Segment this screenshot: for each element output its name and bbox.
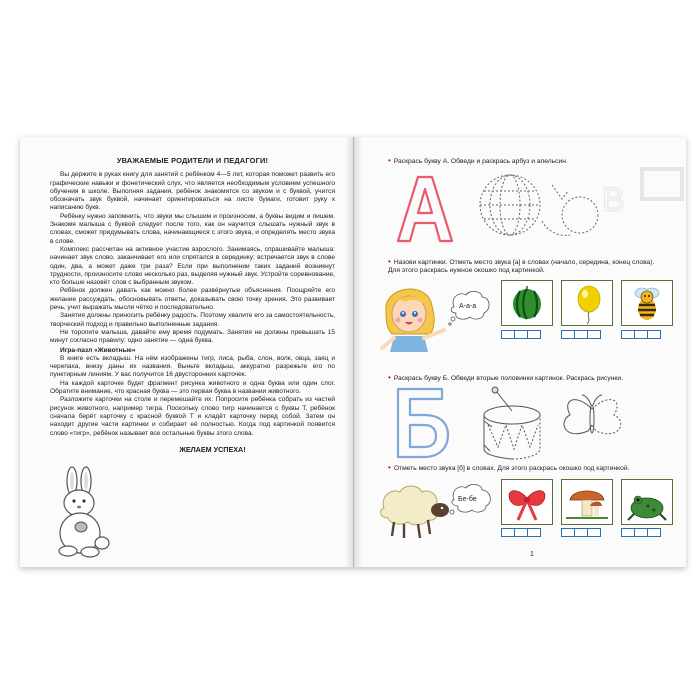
card-bee[interactable] — [621, 280, 673, 326]
letter-a-outline[interactable] — [398, 177, 452, 241]
task-2: • Назови картинки. Отметь место звука [а] в словах (начало, середина, конец слова). Для этого раскрась нужное окошко под картинкой. — [388, 257, 655, 275]
left-page — [20, 137, 354, 567]
drum-half-drawing[interactable] — [484, 387, 540, 459]
svg-text:В: В — [602, 181, 625, 219]
paragraph: Занятия должны приносить ребёнку радость. Поэтому хвалите его за самостоятельность, творческий подход и правильно выполненные задания. — [50, 312, 335, 328]
sound-cells-frog[interactable] — [621, 528, 660, 537]
paragraph: В книге есть вкладыш. На нём изображены тигр, лиса, рыба, слон, волк, овца, заяц и черепаха, внизу даны их названия. Выньте вкладыш, аккуратно разрежьте его по пунктирным линиям. У вас получится 16 двусторонних карточек. — [50, 354, 335, 379]
sound-cells-watermelon[interactable] — [501, 330, 540, 339]
paragraph: Разложите карточки на столе и перемешайте их. Попросите ребёнка собрать из частей рисунок животного, например тигра. Поскольку слово тигр начинается с буквы Т, ребёнок сначала берёт карточку с красной буквой Т и кладёт карточку перед собой. Затем он находит другие части картинки и собирает её полностью. Когда под картинкой появится слово «тигр», ребёнок называет все остальные буквы этого слова. — [50, 396, 335, 437]
task-1: • Раскрась букву А. Обведи и раскрась арбуз и апельсин. — [388, 156, 568, 165]
sound-cells-bee[interactable] — [621, 330, 660, 339]
bunny-illustration — [50, 467, 120, 559]
mushroom-icon — [562, 480, 612, 524]
game-title: Игра-пазл «Животные» — [60, 346, 136, 354]
left-page-text — [50, 157, 335, 454]
closing-wish: ЖЕЛАЕМ УСПЕХА! — [179, 444, 246, 454]
sheep-illustration — [374, 480, 454, 540]
bullet-icon: • — [388, 463, 391, 472]
orange-dotted-outline[interactable] — [542, 185, 598, 235]
balloon-icon — [562, 281, 612, 325]
bullet-icon: • — [388, 257, 391, 266]
paragraph: Вы держите в руках книгу для занятий с ребёнком 4—5 лет, которая поможет развить его графические навыки и фонетический слух, что является необходимым условием успешного обучения в школе. Выполняя задания, ребёнок знакомится со звуком и с буквой, учится обозначать звук буквой, начинает ориентироваться на листе бумаги, готовит руку к написанию букв. — [50, 171, 335, 212]
bullet-icon: • — [388, 156, 391, 165]
open-book — [20, 137, 686, 567]
paragraph: Ребёнку нужно запомнить, что звуки мы слышим и произносим, а буквы видим и пишем. Знакомя малыша с буквой следует после того, как он научится слышать нужный звук в словах, сможет придумывать слова, начинающиеся с этого звука, и определять место звука в слове. — [50, 212, 335, 245]
page-heading: УВАЖАЕМЫЕ РОДИТЕЛИ И ПЕДАГОГИ! — [116, 156, 269, 165]
task-1-drawing — [392, 171, 625, 243]
task-3: • Раскрась букву Б. Обведи вторые половинки картинок. Раскрась рисунки. — [388, 373, 623, 382]
sound-cells-bow[interactable] — [501, 528, 540, 537]
speech-bubble-b — [448, 480, 496, 520]
paragraph: Комплекс рассчитан на активное участие взрослого. Занимаясь, спрашивайте малыша: начинает звук слово, заканчивает его или спрятался в серединку; встречается звук в слове один, два, а может даже три раза? Если при выполнении таких заданий возникнут трудности, произносите слово несколько раз, выделяя нужный звук. Устройте соревнование, кто больше назовёт слов с выбранным звуком. — [50, 245, 335, 287]
letter-b-outline[interactable] — [398, 389, 448, 457]
sound-cells-balloon[interactable] — [561, 330, 600, 339]
sound-cells-mushroom[interactable] — [561, 528, 600, 537]
task-4: • Отметь место звука [б] в словах. Для этого раскрась окошко под картинкой. — [388, 463, 630, 472]
bow-icon — [502, 480, 552, 524]
watermelon-dotted-outline[interactable] — [480, 175, 540, 235]
speech-text: А-а-а — [459, 303, 477, 310]
card-mushroom[interactable] — [561, 479, 613, 525]
butterfly-half-drawing[interactable] — [564, 395, 621, 434]
card-watermelon[interactable] — [501, 280, 553, 326]
frog-icon — [622, 480, 672, 524]
speech-bubble-a — [448, 287, 494, 327]
task-3-drawing — [392, 385, 652, 461]
card-bow[interactable] — [501, 479, 553, 525]
page-number: 1 — [530, 551, 534, 558]
bullet-icon: • — [388, 373, 391, 382]
paragraph: Ребёнок должен давать как можно более развёрнутые объяснения. Поощряйте его желание рассуждать, обосновывать ответы, доказывать свою точку зрения. Это развивает речь, учит выражать мысли чётко и последовательно. — [50, 287, 335, 312]
paragraph: Не торопите малыша, давайте ему время подумать. Занятия не должны превышать 15 минут согласно правилу: одно занятие — одна буква. — [50, 328, 335, 345]
watermelon-icon — [502, 281, 552, 325]
paragraph: На каждой карточке будет фрагмент рисунка животного и одна буква или один слог. Обратите внимание, что красная буква — это первая буква в названии животного. — [50, 379, 335, 396]
girl-illustration — [378, 280, 448, 352]
card-frog[interactable] — [621, 479, 673, 525]
bee-icon — [622, 281, 672, 325]
card-balloon[interactable] — [561, 280, 613, 326]
right-page — [354, 137, 686, 567]
speech-text: Бе-бе — [458, 496, 477, 503]
